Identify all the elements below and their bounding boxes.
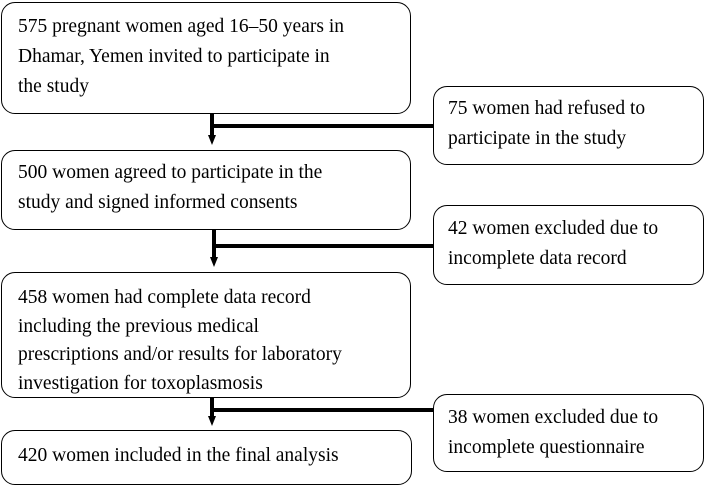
exclusion-box-incomplete-data: 42 women excluded due to incomplete data record [433, 205, 704, 285]
step-box-agreed: 500 women agreed to participate in the study and signed informed consents [1, 150, 411, 230]
exclusion-box-incomplete-questionnaire: 38 women excluded due to incomplete questionnaire [433, 394, 704, 472]
step-box-complete-record: 458 women had complete data record including the previous medical prescriptions and/or results for laboratory investigation for toxoplasmosis [1, 272, 411, 398]
step-box-final-analysis: 420 women included in the final analysis [1, 430, 412, 485]
exclusion-box-refused: 75 women had refused to participate in the study [433, 86, 704, 165]
step-box-invited: 575 pregnant women aged 16–50 years in Dhamar, Yemen invited to participate in the study [1, 2, 411, 114]
